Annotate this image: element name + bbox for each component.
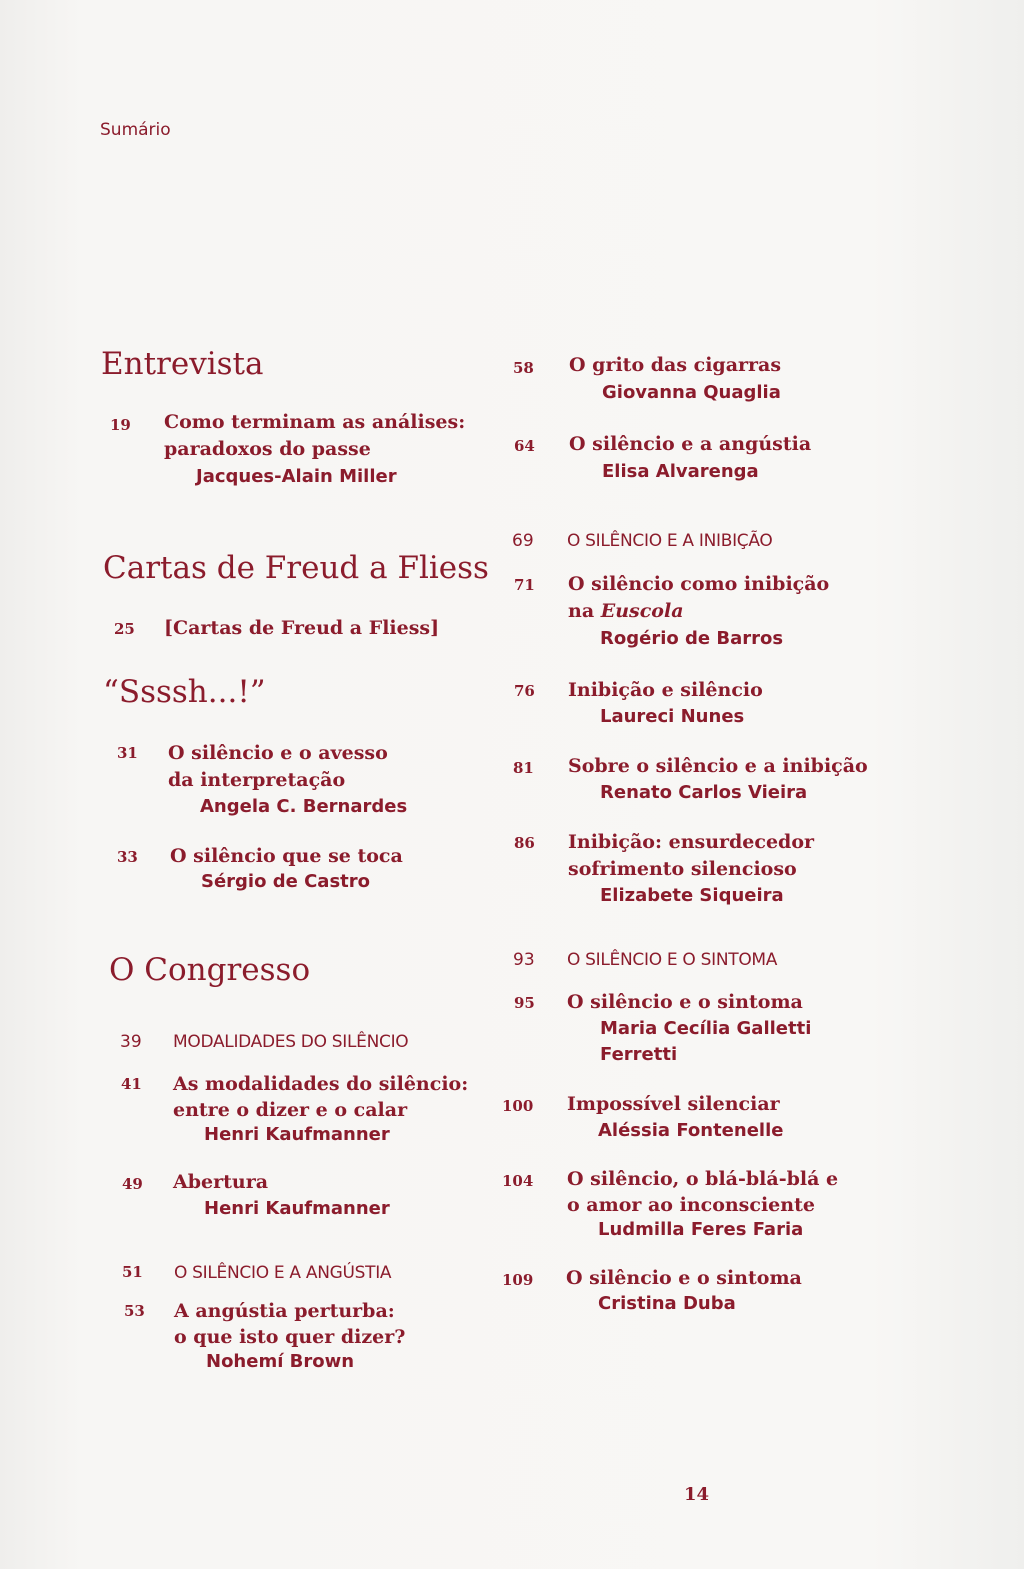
subsection-heading: O SILÊNCIO E A INIBIÇÃO <box>567 531 773 551</box>
entry-number: 33 <box>117 848 138 866</box>
entry-number: 104 <box>502 1172 534 1190</box>
entry-author: Renato Carlos Vieira <box>600 782 808 803</box>
entry-number: 100 <box>502 1097 534 1115</box>
entry-number: 64 <box>514 437 535 455</box>
entry-number: 81 <box>513 759 534 777</box>
entry-title: As modalidades do silêncio: <box>173 1073 469 1095</box>
entry-title: O silêncio e o avesso <box>168 742 388 764</box>
entry-title: O grito das cigarras <box>569 354 782 376</box>
entry-author: Sérgio de Castro <box>201 871 371 892</box>
entry-number: 31 <box>117 744 138 762</box>
entry-author: Jacques-Alain Miller <box>196 466 397 487</box>
entry-title: Inibição: ensurdecedor <box>568 831 815 853</box>
entry-number: 49 <box>122 1175 143 1193</box>
subsection-heading: MODALIDADES DO SILÊNCIO <box>173 1032 409 1052</box>
entry-title: A angústia perturba: <box>174 1300 395 1322</box>
entry-author: Henri Kaufmanner <box>204 1198 390 1219</box>
entry-title-prefix: na <box>568 600 601 622</box>
entry-number: 93 <box>513 950 535 970</box>
entry-title-italic: Euscola <box>600 600 684 622</box>
entry-title: Sobre o silêncio e a inibição <box>568 755 868 777</box>
entry-number: 39 <box>120 1032 142 1052</box>
entry-author: Giovanna Quaglia <box>602 382 781 403</box>
entry-number: 95 <box>514 994 535 1012</box>
entry-number: 71 <box>514 576 535 594</box>
subsection-heading: O SILÊNCIO E A ANGÚSTIA <box>174 1263 392 1283</box>
entry-number: 69 <box>512 531 534 551</box>
entry-title-cont: o amor ao inconsciente <box>567 1194 815 1216</box>
entry-title: O silêncio e o sintoma <box>567 991 803 1013</box>
entry-title-cont: entre o dizer e o calar <box>173 1099 408 1121</box>
subsection-heading: O SILÊNCIO E O SINTOMA <box>567 950 778 970</box>
entry-author: Cristina Duba <box>598 1293 736 1314</box>
section-title-entrevista: Entrevista <box>101 346 264 382</box>
entry-title-cont <box>568 598 684 624</box>
entry-title-cont: o que isto quer dizer? <box>174 1326 406 1348</box>
entry-title: O silêncio e o sintoma <box>566 1267 802 1289</box>
entry-number: 25 <box>114 620 135 638</box>
entry-author: Angela C. Bernardes <box>200 796 408 817</box>
entry-author: Elisa Alvarenga <box>602 461 759 482</box>
entry-author: Nohemí Brown <box>206 1351 355 1372</box>
page-number: 14 <box>684 1484 710 1505</box>
entry-title: Impossível silenciar <box>567 1093 780 1115</box>
entry-author: Henri Kaufmanner <box>204 1124 390 1145</box>
entry-author: Rogério de Barros <box>600 628 784 649</box>
entry-title-cont: paradoxos do passe <box>164 438 371 460</box>
entry-author: Aléssia Fontenelle <box>598 1120 784 1141</box>
entry-number: 86 <box>514 834 535 852</box>
entry-number: 51 <box>122 1263 143 1281</box>
section-title-cartas: Cartas de Freud a Fliess <box>103 550 489 586</box>
entry-number: 58 <box>513 359 534 377</box>
section-title-congresso: O Congresso <box>109 952 311 988</box>
entry-number: 76 <box>514 682 535 700</box>
entry-title: [Cartas de Freud a Fliess] <box>164 617 440 639</box>
running-head: Sumário <box>100 120 171 140</box>
entry-title: O silêncio, o blá-blá-blá e <box>567 1168 839 1190</box>
section-title-ssssh: “Ssssh...!” <box>103 674 266 710</box>
entry-title-cont: da interpretação <box>168 769 346 791</box>
entry-title: O silêncio como inibição <box>568 573 830 595</box>
entry-title: O silêncio que se toca <box>170 845 403 867</box>
entry-number: 41 <box>121 1075 142 1093</box>
entry-author: Maria Cecília Galletti <box>600 1018 812 1039</box>
entry-author: Laureci Nunes <box>600 706 745 727</box>
entry-number: 109 <box>502 1271 534 1289</box>
entry-number: 19 <box>110 416 131 434</box>
entry-title: Abertura <box>173 1171 269 1193</box>
entry-title: Inibição e silêncio <box>568 679 763 701</box>
entry-title: Como terminam as análises: <box>164 411 466 433</box>
entry-title: O silêncio e a angústia <box>569 433 812 455</box>
entry-author: Elizabete Siqueira <box>600 885 784 906</box>
entry-title-cont: sofrimento silencioso <box>568 858 797 880</box>
entry-number: 53 <box>124 1302 145 1320</box>
entry-author-cont: Ferretti <box>600 1044 678 1065</box>
entry-author: Ludmilla Feres Faria <box>598 1219 804 1240</box>
